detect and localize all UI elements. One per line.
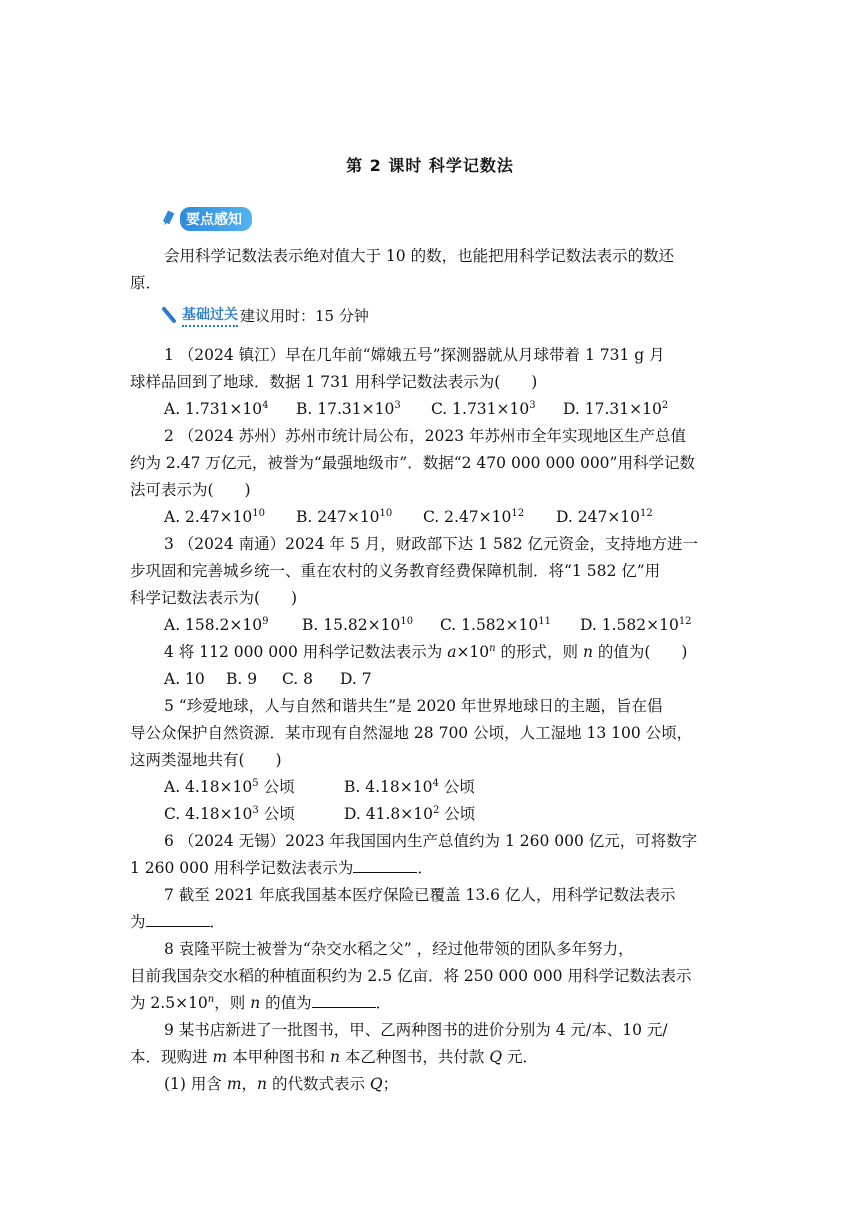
q1-line-2: 球样品回到了地球．数据 1 731 用科学记数法表示为( ) (130, 373, 538, 391)
option: C. 8 (282, 670, 314, 688)
q4-options (164, 669, 372, 689)
intro-line-2: 原． (130, 274, 162, 292)
q3-line-2: 步巩固和完善城乡统一、重在农村的义务教育经费保障机制．将“1 582 亿”用 (130, 562, 661, 580)
option: C. $1.582\times 10^{11}$ (440, 616, 551, 634)
q7-line-2: 为 ． (130, 913, 226, 931)
option: C. $1.731\times 10^3$ (431, 400, 536, 418)
q8-line-3: 为 $2.5\times 10^n$，则 n 的值为 ． (130, 994, 392, 1012)
section-badge-key-points (162, 207, 252, 231)
option: C. $2.47\times 10^{12}$ (423, 508, 525, 526)
option: D. $17.31\times 10^2$ (563, 400, 669, 418)
intro-line-1: 会用科学记数法表示绝对值大于 10 的数，也能把用科学记数法表示的数还 (164, 247, 675, 265)
option: B. $247\times 10^{10}$ (296, 508, 393, 526)
q2-line-3: 法可表示为( ) (130, 481, 251, 499)
section-badge-basics (160, 304, 369, 327)
q6-line-1: 6 （2024 无锡）2023 年我国国内生产总值约为 1 260 000 亿元，可将数字 (164, 832, 698, 850)
q1-line-1: 1 （2024 镇江）早在几年前“嫦娥五号”探测器就从月球带着 1 731 g 月 (164, 346, 665, 364)
option: B. $4.18\times 10^4$ 公顷 (344, 778, 475, 796)
option: A. $158.2\times 10^9$ (164, 616, 269, 634)
q3-options (164, 615, 692, 635)
option: A. $1.731\times 10^4$ (164, 400, 269, 418)
q5-options-row-1 (164, 777, 475, 797)
q1-options (164, 399, 668, 419)
option: D. $1.582\times 10^{12}$ (580, 616, 692, 634)
q6-line-2: 1 260 000 用科学记数法表示为 ． (130, 859, 433, 877)
q5-line-2: 导公众保护自然资源．某市现有自然湿地 28 700 公顷，人工湿地 13 100 公顷， (130, 724, 693, 742)
q9-line-1: 9 某书店新进了一批图书，甲、乙两种图书的进价分别为 4 元/本、10 元/ (164, 1021, 668, 1039)
q2-options (164, 507, 653, 527)
q7-line-1: 7 截至 2021 年底我国基本医疗保险已覆盖 13.6 亿人，用科学记数法表示 (164, 886, 676, 904)
q5-line-1: 5 “珍爱地球，人与自然和谐共生”是 2020 年世界地球日的主题，旨在倡 (164, 697, 663, 715)
pen-icon (160, 307, 180, 325)
answer-blank[interactable] (312, 993, 376, 1008)
pencil-icon (162, 210, 178, 228)
q8-line-2: 目前我国杂交水稻的种植面积约为 2.5 亿亩．将 250 000 000 用科学记数法表示 (130, 967, 692, 985)
option: C. $4.18\times 10^3$ 公顷 (164, 805, 295, 823)
option: A. $4.18\times 10^5$ 公顷 (164, 778, 295, 796)
q9-line-2: 本．现购进 m 本甲种图书和 n 本乙种图书，共付款 Q 元． (130, 1048, 538, 1066)
option: B. 9 (226, 670, 258, 688)
option: D. $41.8\times 10^2$ 公顷 (344, 805, 476, 823)
section-label: 要点感知 (180, 207, 252, 231)
q9-subquestion-1: (1) 用含 m，n 的代数式表示 Q； (164, 1075, 399, 1093)
answer-blank[interactable] (146, 912, 210, 927)
q2-line-1: 2 （2024 苏州）苏州市统计局公布，2023 年苏州市全年实现地区生产总值 (164, 427, 687, 445)
option: D. $247\times 10^{12}$ (556, 508, 653, 526)
q5-line-3: 这两类湿地共有( ) (130, 751, 282, 769)
q3-line-3: 科学记数法表示为( ) (130, 589, 298, 607)
q8-line-1: 8 袁隆平院士被誉为“杂交水稻之父” ，经过他带领的团队多年努力， (164, 940, 634, 958)
section-label: 基础过关 (182, 304, 238, 327)
option: A. 10 (164, 670, 205, 688)
option: B. $17.31\times 10^3$ (296, 400, 401, 418)
option: B. $15.82\times 10^{10}$ (302, 616, 414, 634)
q5-options-row-2 (164, 804, 475, 824)
time-hint: 建议用时：15 分钟 (240, 307, 369, 325)
q4-line-1: 4 将 112 000 000 用科学记数法表示为 $a\times 10^n$ 的形式，则 n 的值为( ) (164, 643, 688, 661)
page-title: 第 2 课时 科学记数法 (346, 156, 514, 175)
option: D. 7 (340, 670, 372, 688)
q3-line-1: 3 （2024 南通）2024 年 5 月，财政部下达 1 582 亿元资金，支持地方进一 (164, 535, 698, 553)
option: A. $2.47\times 10^{10}$ (164, 508, 266, 526)
q2-line-2: 约为 2.47 万亿元，被誉为“最强地级市”．数据“2 470 000 000 000”用科学记数 (130, 454, 695, 472)
answer-blank[interactable] (353, 858, 417, 873)
